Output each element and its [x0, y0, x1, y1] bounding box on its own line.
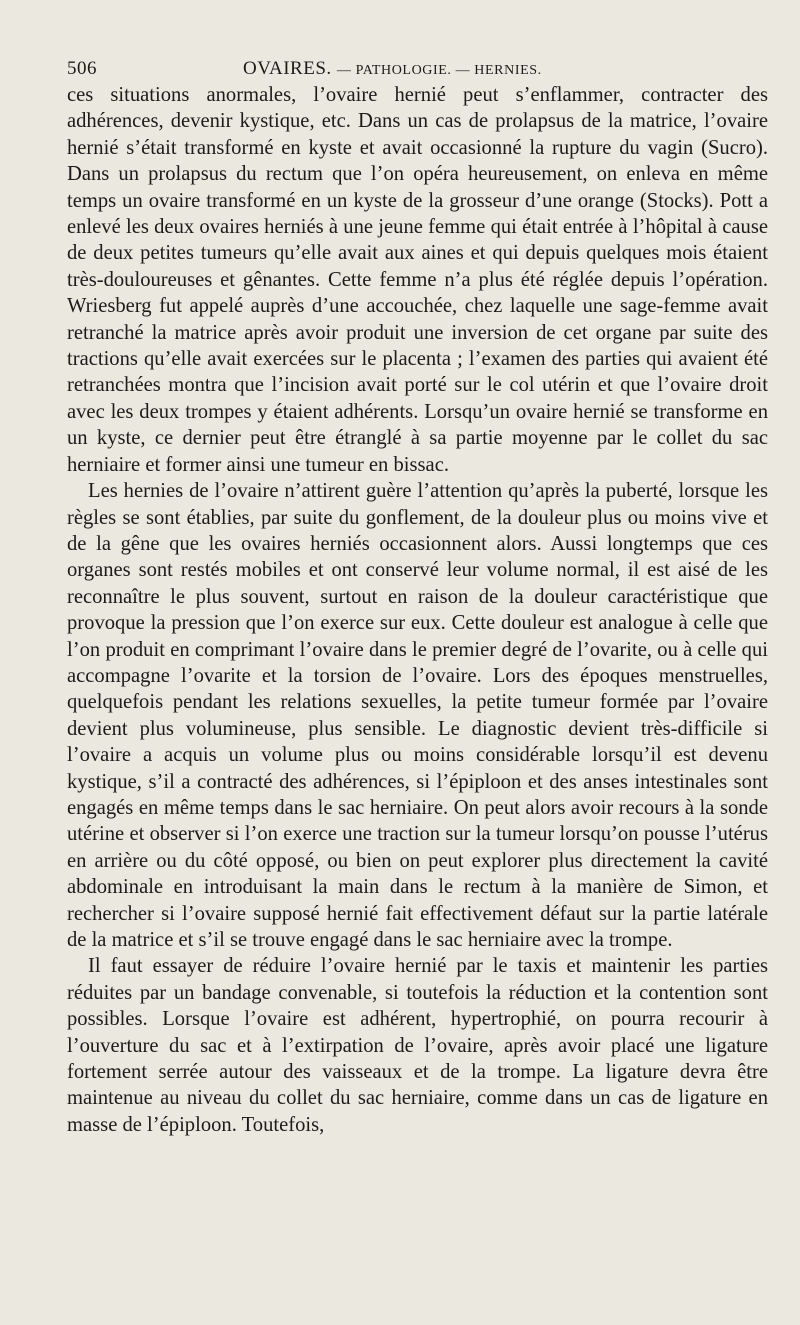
running-header	[67, 52, 768, 82]
page-number: 506	[67, 58, 97, 79]
running-title-subtitle: — PATHOLOGIE. — HERNIES.	[336, 63, 542, 78]
running-title-main: OVAIRES.	[243, 58, 332, 79]
running-title	[243, 58, 542, 80]
paragraph-3: Il faut essayer de réduire l’ovaire hernié par le taxis et maintenir les parties réduites par un bandage convenable, si toutefois la réduction et la contention sont possibles. Lorsque l’ovaire est adhérent, hypertrophié, on pourra recourir à l’ouverture du sac et à l’extirpation de l’ovaire, après avoir placé une ligature fortement serrée autour des vaisseaux et de la trompe. La ligature devra être maintenue au niveau du collet du sac herniaire, comme dans un cas de ligature en masse de l’épiploon. Toutefois,	[67, 955, 768, 1136]
paragraph-1: ces situations anormales, l’ovaire hernié peut s’enflammer, contracter des adhérences, devenir kystique, etc. Dans un cas de prolapsus de la matrice, l’ovaire hernié s’était transformé en kyste et avait occasionné la rupture du vagin (Sucro). Dans un prolapsus du rectum que l’on opéra heureusement, on enleva en même temps un ovaire transformé en un kyste de la grosseur d’une orange (Stocks). Pott a enlevé les deux ovaires herniés à une jeune femme qui était entrée à l’hôpital à cause de deux petites tumeurs qu’elle avait aux aines et qui depuis quelques mois étaient très-douloureuses et gênantes. Cette femme n’a plus été réglée depuis l’opération. Wriesberg fut appelé auprès d’une accouchée, chez laquelle une sage-femme avait retranché la matrice après avoir produit une inversion de cet organe par suite des tractions qu’elle avait exercées sur le placenta ; l’examen des parties qui avaient été retranchées montra que l’incision avait porté sur le col utérin et que l’ovaire droit avec les deux trompes y étaient adhérents. Lorsqu’un ovaire hernié se transforme en un kyste, ce dernier peut être étranglé à sa partie moyenne par le collet du sac herniaire et former ainsi une tumeur en bissac.	[67, 84, 768, 476]
body-text	[67, 82, 768, 1138]
paragraph-2: Les hernies de l’ovaire n’attirent guère l’attention qu’après la puberté, lorsque les règles se sont établies, par suite du gonflement, de la douleur plus ou moins vive et de la gêne que les ovaires herniés occasionnent alors. Aussi longtemps que ces organes sont restés mobiles et ont conservé leur volume normal, il est aisé de les reconnaître le plus souvent, surtout en raison de la douleur caractéristique que provoque la pression que l’on exerce sur eux. Cette douleur est analogue à celle que l’on produit en comprimant l’ovaire dans le premier degré de l’ovarite, ou à celle qui accompagne l’ovarite et la torsion de l’ovaire. Lors des époques menstruelles, quelquefois pendant les relations sexuelles, la petite tumeur formée par l’ovaire devient plus volumineuse, plus sensible. Le diagnostic devient très-difficile si l’ovaire a acquis un volume plus ou moins considérable lorsqu’il est devenu kystique, s’il a contracté des adhérences, si l’épiploon et des anses intestinales sont engagés en même temps dans le sac herniaire. On peut alors avoir recours à la sonde utérine et observer si l’on exerce une traction sur la tumeur lorsqu’on pousse l’utérus en arrière ou du côté opposé, ou bien on peut explorer plus directement la cavité abdominale en introduisant la main dans le rectum à la manière de Simon, et rechercher si l’ovaire supposé hernié fait effectivement défaut sur la partie latérale de la matrice et s’il se trouve engagé dans le sac herniaire avec la trompe.	[67, 480, 768, 951]
